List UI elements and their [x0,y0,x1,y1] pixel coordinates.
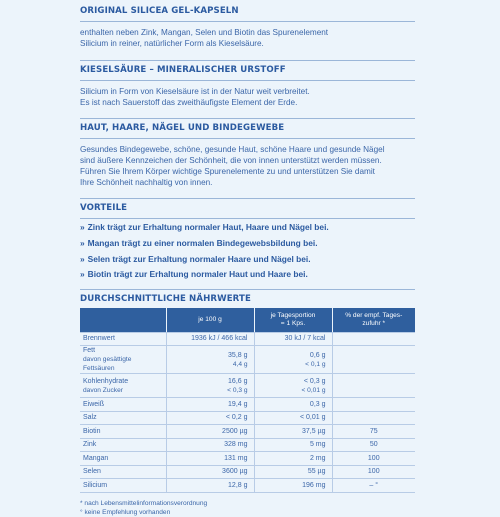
section-text-haut [80,144,415,188]
table-row [80,425,415,439]
list-item [80,236,415,252]
cell-per-portion: 0,3 g [254,398,332,412]
cell-per-portion: 55 µg [254,465,332,479]
section-original [80,0,415,49]
cell-per-100g: 131 mg [166,452,254,466]
cell-per-100g: 2500 µg [166,425,254,439]
cell-percent-daily: 75 [332,425,415,439]
cell-percent-daily: – ° [332,479,415,493]
table-header-row [80,308,415,332]
divider [80,218,415,219]
nutrition-table [80,308,415,493]
cell-nutrient: Eiweiß [80,398,166,412]
cell-per-100g [166,346,254,374]
header-label [80,308,166,332]
divider [80,118,415,119]
cell-nutrient-line1: Fett [83,347,96,355]
section-title-kieselsaeure: KIESELSÄURE – MINERALISCHER URSTOFF [80,65,286,75]
section-title-vorteile: VORTEILE [80,203,128,213]
cell-percent-daily: 100 [332,452,415,466]
cell-nutrient: Selen [80,465,166,479]
benefit-list [80,220,415,283]
footnotes [80,499,415,517]
section-text-kieselsaeure [80,86,415,108]
table-row [80,438,415,452]
cell-per-100g-line1: 35,8 g [228,351,248,359]
header-percent-line1: % der empf. Tages- [345,311,403,319]
table-row [80,465,415,479]
cell-per-100g: 328 mg [166,438,254,452]
bullet-icon: » [80,222,85,232]
bullet-icon: » [80,253,85,264]
cell-per-100g: 3600 µg [166,465,254,479]
table-row [80,479,415,493]
divider [80,60,415,61]
cell-percent-daily: 50 [332,438,415,452]
cell-per-100g: < 0,2 g [166,411,254,425]
divider [80,138,415,139]
table-row [80,398,415,412]
content-column [80,0,415,517]
cell-nutrient: Biotin [80,425,166,439]
list-item [80,267,415,283]
cell-per-portion [254,346,332,374]
cell-nutrient [80,346,166,374]
divider [80,198,415,199]
header-percent-daily [332,308,415,332]
cell-per-portion: 196 mg [254,479,332,493]
section-title-haut: HAUT, HAARE, NÄGEL UND BINDEGEWEBE [80,123,285,133]
footnote: * nach Lebensmittelinformationsverordnung [80,499,208,507]
cell-nutrient: Silicium [80,479,166,493]
text-line: sind äußere Kennzeichen der Schönheit, die von innen unterstützt werden müssen. [80,156,382,165]
cell-percent-daily [332,346,415,374]
table-row [80,346,415,374]
benefit-text: Zink trägt zur Erhaltung normaler Haut, Haare und Nägel bei. [87,222,329,232]
text-line: Führen Sie Ihrem Körper wichtige Spurenelemente zu und unterstützen Sie damit [80,167,375,176]
cell-nutrient-line2: davon gesättigte Fettsäuren [83,356,132,373]
cell-per-portion-line1: < 0,3 g [303,377,326,385]
section-vorteile [80,198,415,283]
cell-percent-daily [332,374,415,398]
header-per-portion [254,308,332,332]
footnote: ° keine Empfehlung vorhanden [80,508,171,516]
section-text-original [80,27,415,49]
cell-nutrient-line1: Kohlenhydrate [83,377,129,385]
cell-nutrient [80,374,166,398]
cell-per-portion: 2 mg [254,452,332,466]
cell-per-portion-line1: 0,6 g [309,351,326,359]
cell-per-100g-line1: 16,6 g [228,377,248,385]
cell-percent-daily [332,398,415,412]
cell-per-100g: 1936 kJ / 466 kcal [166,332,254,346]
cell-per-100g: 19,4 g [166,398,254,412]
cell-nutrient: Zink [80,438,166,452]
cell-percent-daily [332,411,415,425]
cell-per-100g-line2: 4,4 g [232,360,248,368]
cell-per-portion: 30 kJ / 7 kcal [254,332,332,346]
cell-per-portion-line2: < 0,1 g [305,360,326,368]
cell-per-portion [254,374,332,398]
text-line: Silicium in reiner, natürlicher Form als Kieselsäure. [80,39,264,48]
table-row [80,332,415,346]
list-item [80,252,415,268]
header-percent-line2: zufuhr * [362,319,386,327]
header-per-portion-line2: = 1 Kps. [280,319,306,327]
bullet-icon: » [80,269,85,280]
section-title-original: ORIGINAL SILICEA GEL-KAPSELN [80,6,239,16]
text-line: Ihre Schönheit nachhaltig von innen. [80,178,213,187]
bullet-icon: » [80,237,85,248]
cell-percent-daily [332,332,415,346]
cell-per-100g: 12,8 g [166,479,254,493]
text-line: Gesundes Bindegewebe, schöne, gesunde Haut, schöne Haare und gesunde Nägel [80,145,385,154]
benefit-text: Mangan trägt zu einer normalen Bindegewebsbildung bei. [87,237,318,248]
section-naehrwerte [80,289,415,517]
table-row [80,452,415,466]
benefit-text: Biotin trägt zur Erhaltung normaler Haut und Haare bei. [87,269,308,280]
text-line: Es ist nach Sauerstoff das zweithäufigste Element der Erde. [80,98,298,107]
divider [80,80,415,81]
cell-nutrient-line2: davon Zucker [83,386,123,394]
text-line: enthalten neben Zink, Mangan, Selen und Biotin das Spurenelement [80,28,329,37]
cell-percent-daily: 100 [332,465,415,479]
header-per-portion-line1: je Tagesportion [270,311,316,319]
cell-per-100g-line2: < 0,3 g [227,386,248,394]
section-haut [80,118,415,188]
section-kieselsaeure [80,60,415,108]
cell-per-portion-line2: < 0,01 g [301,386,326,394]
cell-per-portion: < 0,01 g [254,411,332,425]
divider [80,289,415,290]
section-title-naehrwerte: DURCHSCHNITTLICHE NÄHRWERTE [80,294,251,305]
cell-nutrient: Salz [80,411,166,425]
cell-per-portion: 37,5 µg [254,425,332,439]
table-row [80,374,415,398]
benefit-text: Selen trägt zur Erhaltung normaler Haare und Nägel bei. [87,253,311,264]
cell-nutrient: Brennwert [80,332,166,346]
cell-per-portion: 5 mg [254,438,332,452]
cell-per-100g [166,374,254,398]
cell-nutrient: Mangan [80,452,166,466]
table-row [80,411,415,425]
divider [80,21,415,22]
header-per-100g: je 100 g [166,308,254,332]
text-line: Silicium in Form von Kieselsäure ist in der Natur weit verbreitet. [80,87,310,96]
list-item [80,220,415,236]
nutrition-table-body [80,332,415,492]
